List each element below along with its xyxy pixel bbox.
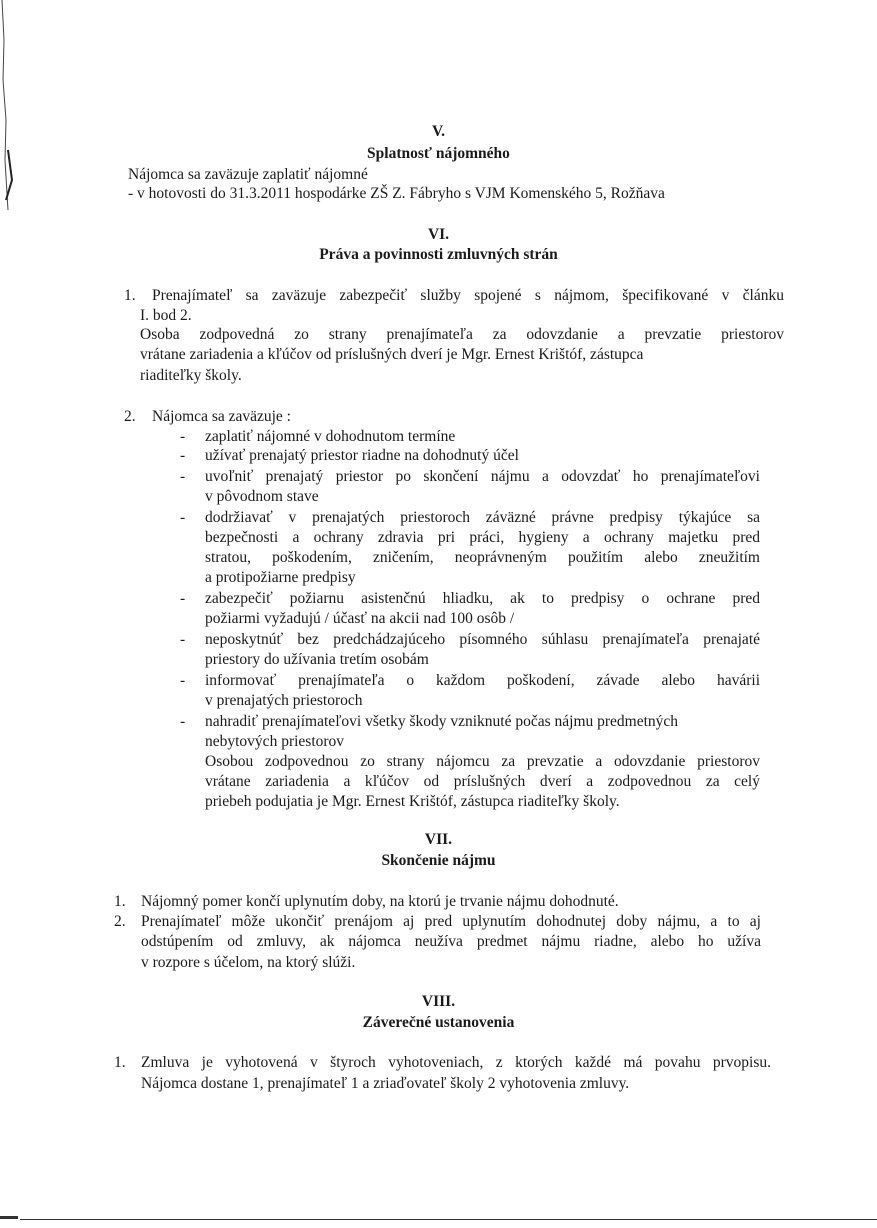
- section-v-line-2: - v hotovosti do 31.3.2011 hospodárke ZŠ Z. Fábryho s VJM Komenského 5, Rožňava: [128, 185, 665, 202]
- list-marker: 2.: [114, 913, 126, 930]
- section-viii-item1-line-2: Nájomca dostane 1, prenajímateľ 1 a zriaďovateľ školy 2 vyhotovenia zmluvy.: [141, 1075, 630, 1092]
- scan-bottom-artifact: [0, 1216, 18, 1219]
- section-vi-closing-line-1: Osobou zodpovednou zo strany nájomcu za prevzatie a odovzdanie priestorov: [205, 753, 760, 770]
- section-vi-closing-line-2: vrátane zariadenia a kľúčov od príslušných dverí a zodpovednou za celý: [205, 773, 760, 790]
- section-vi-item1-line-5: riaditeľky školy.: [140, 367, 242, 384]
- section-vi-item2-intro: Nájomca sa zaväzuje :: [152, 408, 291, 425]
- section-vi-item1-line-3: Osoba zodpovedná zo strany prenajímateľa za odovzdanie a prevzatie priestorov: [140, 326, 784, 343]
- section-vii-item2-line-3: v rozpore s účelom, na ktorý slúži.: [141, 954, 356, 971]
- bullet-dash: -: [180, 428, 186, 445]
- bullet-line: požiarmi vyžadujú / účasť na akcii nad 100 osôb /: [205, 610, 515, 627]
- bullet-line: informovať prenajímateľa o každom poškodení, závade alebo havárii: [205, 672, 760, 689]
- section-viii-title: Záverečné ustanovenia: [362, 1014, 515, 1031]
- section-vii-title: Skončenie nájmu: [381, 852, 496, 869]
- section-viii-number: VIII.: [421, 993, 456, 1010]
- page-bottom-line: [20, 1219, 877, 1220]
- bullet-line: v pôvodnom stave: [205, 488, 319, 505]
- section-vi-number: VI.: [427, 226, 450, 243]
- list-marker: 1.: [124, 287, 136, 304]
- bullet-dash: -: [180, 713, 186, 730]
- section-v-line-1: Nájomca sa zaväzuje zaplatiť nájomné: [128, 166, 368, 183]
- bullet-dash: -: [180, 672, 186, 689]
- list-marker: 1.: [114, 1054, 126, 1071]
- section-vi-item1-line-4: vrátane zariadenia a kľúčov od príslušných dverí je Mgr. Ernest Krištóf, zástupca: [140, 346, 644, 363]
- bullet-line: užívať prenajatý priestor riadne na dohodnutý účel: [205, 447, 519, 464]
- section-v-number: V.: [431, 123, 446, 140]
- scan-edge-artifact: [0, 0, 14, 220]
- section-vii-item2-line-1: Prenajímateľ môže ukončiť prenájom aj pred uplynutím dohodnutej doby nájmu, a to aj: [141, 913, 761, 930]
- bullet-dash: -: [180, 631, 186, 648]
- section-vi-title: Práva a povinnosti zmluvných strán: [319, 246, 558, 263]
- bullet-line: dodržiavať v prenajatých priestoroch záväzné právne predpisy týkajúce sa: [205, 509, 760, 526]
- bullet-dash: -: [180, 590, 186, 607]
- bullet-dash: -: [180, 447, 186, 464]
- bullet-line: nebytových priestorov: [205, 733, 345, 750]
- bullet-line: v prenajatých priestoroch: [205, 692, 363, 709]
- section-vi-item1-line-1: Prenajímateľ sa zaväzuje zabezpečiť služby spojené s nájmom, špecifikované v článku: [152, 287, 784, 304]
- section-v-title: Splatnosť nájomného: [367, 145, 510, 162]
- bullet-line: priestory do užívania tretím osobám: [205, 651, 429, 668]
- bullet-line: stratou, poškodením, zničením, neoprávneným použitím alebo zneužitím: [205, 549, 760, 566]
- bullet-line: zaplatiť nájomné v dohodnutom termíne: [205, 428, 456, 445]
- list-marker: 1.: [114, 893, 126, 910]
- section-vii-number: VII.: [424, 831, 453, 848]
- bullet-line: a protipožiarne predpisy: [205, 569, 356, 586]
- bullet-dash: -: [180, 468, 186, 485]
- bullet-line: nahradiť prenajímateľovi všetky škody vzniknuté počas nájmu predmetných: [205, 713, 679, 730]
- bullet-line: neposkytnúť bez predchádzajúceho písomného súhlasu prenajímateľa prenajaté: [205, 631, 760, 648]
- section-vi-closing-line-3: priebeh podujatia je Mgr. Ernest Krištóf, zástupca riaditeľky školy.: [205, 793, 620, 810]
- section-vii-item1-line-1: Nájomný pomer končí uplynutím doby, na ktorú je trvanie nájmu dohodnuté.: [141, 893, 619, 910]
- section-viii-item1-line-1: Zmluva je vyhotovená v štyroch vyhotoveniach, z ktorých každé má povahu prvopisu.: [141, 1054, 771, 1071]
- list-marker: 2.: [124, 408, 136, 425]
- section-vi-item1-line-2: I. bod 2.: [140, 307, 192, 324]
- bullet-line: bezpečnosti a ochrany zdravia pri práci, hygieny a ochrany majetku pred: [205, 529, 760, 546]
- section-vii-item2-line-2: odstúpením od zmluvy, ak nájomca neužíva predmet nájmu riadne, alebo ho užíva: [141, 933, 761, 950]
- bullet-line: zabezpečiť požiarnu asistenčnú hliadku, ak to predpisy o ochrane pred: [205, 590, 760, 607]
- bullet-dash: -: [180, 509, 186, 526]
- bullet-line: uvoľniť prenajatý priestor po skončení nájmu a odovzdať ho prenajímateľovi: [205, 468, 760, 485]
